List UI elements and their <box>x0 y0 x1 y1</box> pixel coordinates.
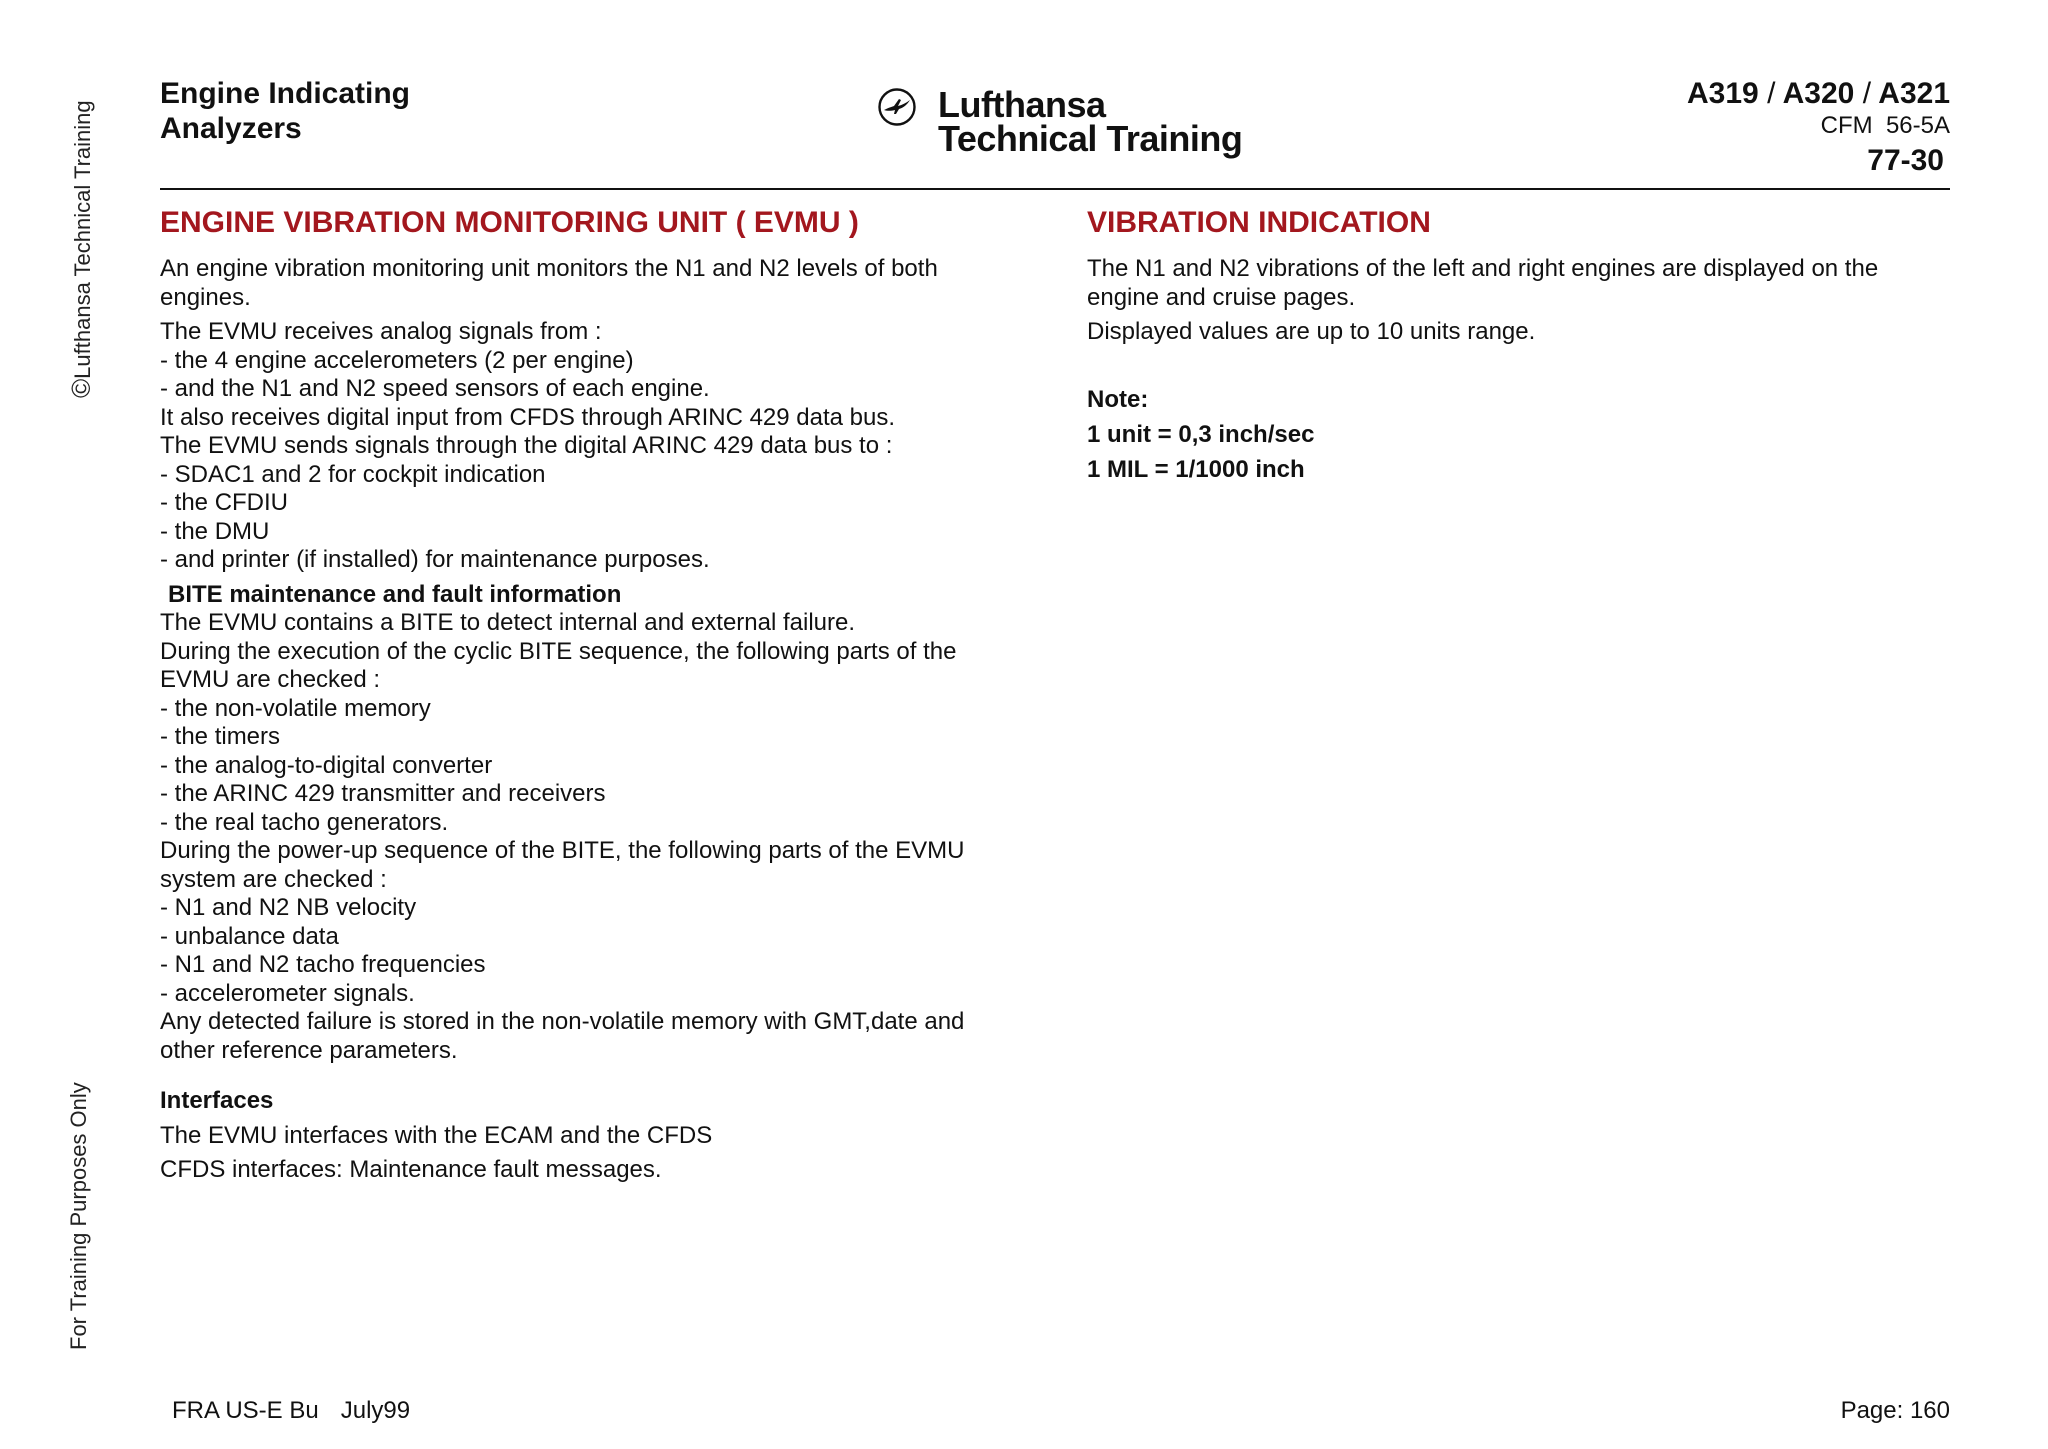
footer-page-number: Page: 160 <box>1840 1397 1950 1424</box>
chapter-number: 77-30 <box>1867 144 1944 177</box>
text-line: Any detected failure is stored in the non-volatile memory with GMT,date and other reference parameters. <box>160 1008 965 1064</box>
text-line: - the real tacho generators. <box>160 808 449 836</box>
text-line: - the analog-to-digital converter <box>160 751 493 779</box>
logo-wordmark <box>938 84 1243 159</box>
text-line: - accelerometer signals. <box>160 979 415 1007</box>
text-line: - the 4 engine accelerometers (2 per engine) <box>160 346 634 374</box>
aircraft-separator: / <box>1862 77 1872 110</box>
left-column <box>160 203 1020 1185</box>
aircraft-type: A320 <box>1782 77 1855 110</box>
header-divider <box>160 188 1950 190</box>
text-line: - the DMU <box>160 517 270 545</box>
text-line: It also receives digital input from CFDS through ARINC 429 data bus. <box>160 403 896 431</box>
text-line: The EVMU receives analog signals from : <box>160 318 602 345</box>
text-line: - and the N1 and N2 speed sensors of each engine. <box>160 375 710 402</box>
logo-line1: Lufthansa <box>938 84 1106 125</box>
vibration-section-title: VIBRATION INDICATION <box>1087 206 1431 239</box>
text-line: During the execution of the cyclic BITE sequence, the following parts of the EVMU are checked : <box>160 637 957 693</box>
header-title <box>160 76 410 146</box>
text-line: - unbalance data <box>160 922 339 950</box>
text-line: During the power-up sequence of the BITE, the following parts of the EVMU system are checked : <box>160 837 965 893</box>
note-line: 1 unit = 0,3 inch/sec <box>1087 420 1315 448</box>
right-column <box>1087 203 1947 487</box>
evmu-intro-paragraph: An engine vibration monitoring unit monitors the N1 and N2 levels of both engines. <box>160 255 938 311</box>
note-block <box>1087 382 1947 487</box>
logo-line2: Technical Training <box>938 118 1243 159</box>
header-title-line2: Analyzers <box>160 112 302 145</box>
engine-type: CFM 56-5A <box>1820 112 1950 139</box>
side-training-note: For Training Purposes Only <box>66 1082 91 1350</box>
text-line: - the ARINC 429 transmitter and receivers <box>160 780 606 807</box>
interfaces-paragraph: CFDS interfaces: Maintenance fault messages. <box>160 1156 662 1183</box>
copyright-symbol: © <box>66 378 96 398</box>
text-line: - the non-volatile memory <box>160 694 431 722</box>
side-copyright-text: Lufthansa Technical Training <box>70 100 95 379</box>
bite-list <box>160 609 1020 1065</box>
header-aircraft-info <box>1687 76 1950 181</box>
footer-dept: FRA US-E Bu <box>172 1397 319 1424</box>
text-line: - the CFDIU <box>160 489 289 516</box>
vibration-range-paragraph: Displayed values are up to 10 units range. <box>1087 318 1536 345</box>
header-title-line1: Engine Indicating <box>160 77 411 110</box>
aircraft-type: A321 <box>1878 77 1950 110</box>
text-line: The EVMU sends signals through the digital ARINC 429 data bus to : <box>160 432 893 459</box>
footer-left <box>172 1397 410 1425</box>
evmu-section-title: ENGINE VIBRATION MONITORING UNIT ( EVMU ) <box>160 206 859 239</box>
lufthansa-crane-icon <box>877 87 917 127</box>
bite-subtitle: BITE maintenance and fault information <box>168 580 622 608</box>
text-line: - SDAC1 and 2 for cockpit indication <box>160 460 546 488</box>
text-line: - the timers <box>160 723 281 750</box>
text-line: - N1 and N2 tacho frequencies <box>160 951 486 978</box>
vibration-paragraph: The N1 and N2 vibrations of the left and right engines are displayed on the engine and cruise pages. <box>1087 255 1879 311</box>
text-line: - and printer (if installed) for maintenance purposes. <box>160 546 710 573</box>
aircraft-types <box>1687 76 1950 111</box>
text-line: The EVMU contains a BITE to detect internal and external failure. <box>160 609 856 636</box>
note-label: Note: <box>1087 385 1149 413</box>
evmu-signal-list <box>160 318 1020 575</box>
note-line: 1 MIL = 1/1000 inch <box>1087 455 1305 483</box>
aircraft-type: A319 <box>1687 77 1759 110</box>
interfaces-subtitle: Interfaces <box>160 1087 274 1114</box>
footer-date: July99 <box>340 1397 411 1424</box>
side-copyright <box>66 100 97 398</box>
text-line: - N1 and N2 NB velocity <box>160 894 417 921</box>
aircraft-separator: / <box>1767 77 1776 110</box>
interfaces-paragraph: The EVMU interfaces with the ECAM and the CFDS <box>160 1121 713 1149</box>
